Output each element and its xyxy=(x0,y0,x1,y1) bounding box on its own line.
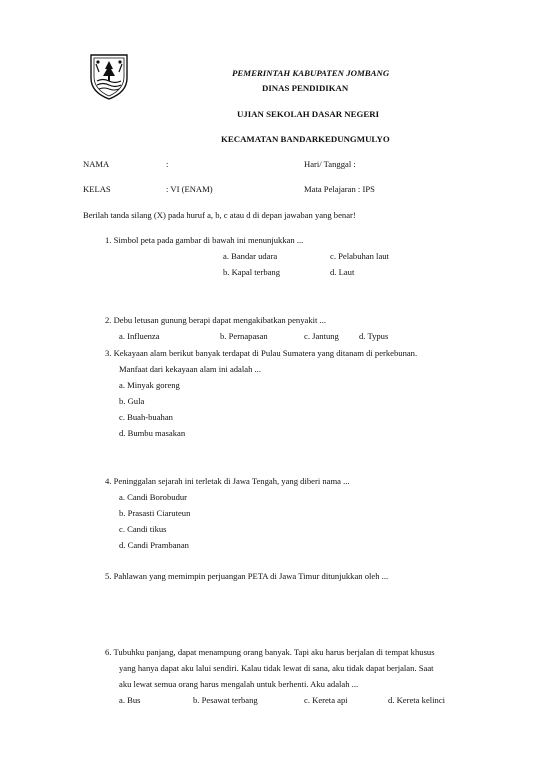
question-1-option-a: a. Bandar udara xyxy=(223,251,278,261)
question-5-text: 5. Pahlawan yang memimpin perjuangan PETA di Jawa Timur ditunjukkan oleh ... xyxy=(105,571,389,581)
question-3-option-b: b. Gula xyxy=(119,396,145,406)
question-2-option-c: c. Jantung xyxy=(304,331,339,341)
question-6-option-c: c. Kereta api xyxy=(304,695,348,705)
question-6-text-line2: yang hanya dapat aku lalui sendiri. Kalau tidak lewat di sana, aku tidak dapat berjalan. Saat xyxy=(119,663,434,673)
nama-label: NAMA xyxy=(83,159,110,169)
kelas-value: : VI (ENAM) xyxy=(166,184,213,194)
question-2-option-b: b. Pernapasan xyxy=(220,331,268,341)
question-3-option-a: a. Minyak goreng xyxy=(119,380,180,390)
nama-colon: : xyxy=(166,159,169,169)
question-4-option-d: d. Candi Prambanan xyxy=(119,540,189,550)
question-6-option-d: d. Kereta kelinci xyxy=(388,695,446,705)
question-3-text-line1: 3. Kekayaan alam berikut banyak terdapat di Pulau Sumatera yang ditanam di perkebunan. xyxy=(105,348,418,358)
question-2-option-d: d. Typus xyxy=(359,331,389,341)
question-4-option-b: b. Prasasti Ciaruteun xyxy=(119,508,191,518)
hari-tanggal-label: Hari/ Tanggal : xyxy=(304,159,356,169)
question-1-text: 1. Simbol peta pada gambar di bawah ini menunjukkan ... xyxy=(105,235,304,245)
question-6-text-line3: aku lewat semua orang harus mengalah untuk berhenti. Aku adalah ... xyxy=(119,679,359,689)
header-government-title: PEMERINTAH KABUPATEN JOMBANG xyxy=(232,68,390,78)
question-1-option-c: c. Pelabuhan laut xyxy=(330,251,389,261)
question-2-text: 2. Debu letusan gunung berapi dapat mengakibatkan penyakit ... xyxy=(105,315,326,325)
header-exam-title: UJIAN SEKOLAH DASAR NEGERI xyxy=(237,109,379,119)
kelas-label: KELAS xyxy=(83,184,111,194)
instruction-text: Berilah tanda silang (X) pada huruf a, b, c atau d di depan jawaban yang benar! xyxy=(83,210,356,220)
question-3-option-c: c. Buah-buahan xyxy=(119,412,173,422)
question-6-text-line1: 6. Tubuhku panjang, dapat menampung orang banyak. Tapi aku harus berjalan di tempat khusus xyxy=(105,647,435,657)
question-6-option-a: a. Bus xyxy=(119,695,141,705)
question-4-option-c: c. Candi tikus xyxy=(119,524,167,534)
question-1-option-d: d. Laut xyxy=(330,267,355,277)
mata-pelajaran-label: Mata Pelajaran : IPS xyxy=(304,184,375,194)
kabupaten-jombang-emblem xyxy=(87,52,131,100)
question-3-text-line2: Manfaat dari kekayaan alam ini adalah ... xyxy=(119,364,261,374)
question-1-option-b: b. Kapal terbang xyxy=(223,267,281,277)
question-6-option-b: b. Pesawat terbang xyxy=(193,695,258,705)
question-4-text: 4. Peninggalan sejarah ini terletak di Jawa Tengah, yang diberi nama ... xyxy=(105,476,350,486)
header-district: KECAMATAN BANDARKEDUNGMULYO xyxy=(221,134,390,144)
question-4-option-a: a. Candi Borobudur xyxy=(119,492,188,502)
question-2-option-a: a. Influenza xyxy=(119,331,160,341)
question-3-option-d: d. Bumbu masakan xyxy=(119,428,186,438)
header-department: DINAS PENDIDIKAN xyxy=(262,83,349,93)
